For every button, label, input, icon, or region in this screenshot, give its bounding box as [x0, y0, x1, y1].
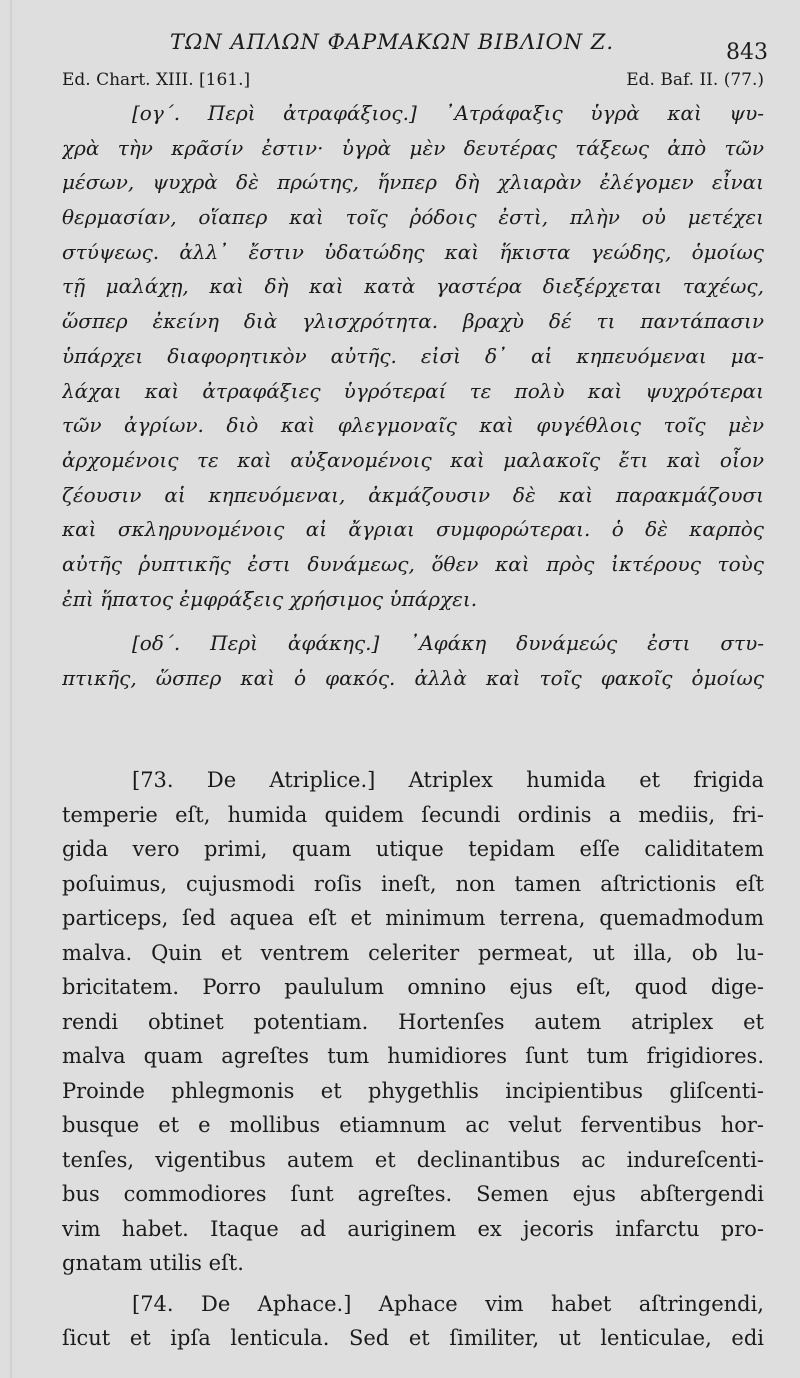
latin-line: malva quam agreſtes tum humidiores ſunt tum frigidiores.: [62, 1044, 764, 1068]
greek-line: τῶν ἀγρίων. διὸ καὶ φλεγμοναῖς καὶ φυγέθλοις τοῖς μὲν: [62, 413, 764, 438]
latin-line: Proinde phlegmonis et phygethlis incipientibus gliſcenti-: [62, 1078, 764, 1103]
running-title: ΤΩΝ ΑΠΛΩΝ ΦΑΡΜΑΚΩΝ ΒΙΒΛΙΟΝ Ζ.: [170, 30, 615, 54]
greek-line: θερμασίαν, οἵαπερ καὶ τοῖς ῥόδοις ἐστὶ, πλὴν οὐ μετέχει: [62, 205, 764, 230]
latin-line: busque et e mollibus etiamnum ac velut ferventibus hor-: [62, 1113, 764, 1137]
latin-line: bricitatem. Porro paululum omnino ejus eſt, quod dige-: [62, 975, 764, 999]
greek-line: στύψεως. ἀλλ᾽ ἔστιν ὑδατώδης καὶ ἥκιστα γεώδης, ὁμοίως: [62, 239, 764, 264]
greek-line: ἀρχομένοις τε καὶ αὐξανομένοις καὶ μαλακοῖς ἔτι καὶ οἷον: [62, 447, 764, 472]
greek-line: λάχαι καὶ ἀτραφάξιες ὑγρότεραί τε πολὺ καὶ ψυχρότεραι: [62, 378, 764, 403]
greek-line: [οδ΄. Περὶ ἀφάκης.] ᾽Αφάκη δυνάμεώς ἐστι στυ-: [132, 631, 764, 656]
greek-line: ὥσπερ ἐκείνη διὰ γλισχρότητα. βραχὺ δέ τι παντάπασιν: [62, 309, 764, 334]
greek-line: μέσων, ψυχρὰ δὲ πρώτης, ἥνπερ δὴ χλιαρὰν ἐλέγομεν εἶναι: [62, 170, 764, 195]
latin-line: particeps, ſed aquea eſt et minimum terrena, quemadmodum: [62, 906, 764, 930]
latin-line: rendi obtinet potentiam. Hortenſes autem atriplex et: [62, 1009, 764, 1034]
latin-line: gnatam utilis eſt.: [62, 1251, 244, 1275]
greek-line: πτικῆς, ὥσπερ καὶ ὁ φακός. ἀλλὰ καὶ τοῖς φακοῖς ὁμοίως: [62, 666, 764, 690]
edition-reference-line: [0, 70, 800, 98]
greek-line: ὑπάρχει διαφορητικὸν αὐτῆς. εἰσὶ δ᾽ αἱ κηπευόμεναι μα-: [62, 343, 764, 368]
page-number: 843: [726, 40, 768, 65]
greek-line: ζέουσιν αἱ κηπευόμεναι, ἀκμάζουσιν δὲ καὶ παρακμάζουσι: [62, 482, 764, 507]
latin-line: malva. Quin et ventrem celeriter permeat, ut illa, ob lu-: [62, 940, 764, 965]
greek-line: χρὰ τὴν κρᾶσίν ἐστιν· ὑγρὰ μὲν δευτέρας τάξεως ἀπὸ τῶν: [62, 135, 764, 160]
latin-line: gida vero primi, quam utique tepidam eſſe caliditatem: [62, 837, 764, 861]
latin-line: [73. De Atriplice.] Atriplex humida et frigida: [132, 768, 764, 792]
latin-line: poſuimus, cujusmodi roſis ineſt, non tamen aſtrictionis eſt: [62, 871, 764, 896]
latin-line: vim habet. Itaque ad auriginem ex jecoris infarctu pro-: [62, 1216, 764, 1241]
latin-text-block: [62, 763, 764, 1356]
greek-line: αὐτῆς ῥυπτικῆς ἐστι δυνάμεως, ὅθεν καὶ πρὸς ἰκτέρους τοὺς: [62, 551, 764, 576]
latin-line: [74. De Aphace.] Aphace vim habet aſtringendi,: [132, 1291, 764, 1316]
latin-line: bus commodiores ſunt agreſtes. Semen ejus abſtergendi: [62, 1182, 764, 1206]
page-fold-shadow: [10, 0, 12, 1378]
greek-text-block: [62, 96, 764, 696]
greek-line: ἐπὶ ἥπατος ἐμφράξεις χρήσιμος ὑπάρχει.: [62, 586, 478, 611]
latin-line: ſicut et ipſa lenticula. Sed et ſimiliter, ut lenticulae, edi: [62, 1326, 764, 1350]
running-head: [0, 22, 800, 65]
edition-basel-reference: Ed. Baf. II. (77.): [626, 70, 764, 90]
latin-line: tenſes, vigentibus autem et declinantibus ac indureſcenti-: [62, 1147, 764, 1172]
greek-line: καὶ σκληρυνομένοις αἱ ἄγριαι συμφορώτεραι. ὁ δὲ καρπὸς: [62, 517, 764, 542]
greek-line: τῇ μαλάχῃ, καὶ δὴ καὶ κατὰ γαστέρα διεξέρχεται ταχέως,: [62, 274, 764, 299]
edition-chartier-reference: Ed. Chart. XIII. [161.]: [62, 70, 251, 90]
latin-line: temperie eſt, humida quidem ſecundi ordinis a mediis, fri-: [62, 802, 764, 827]
greek-line: [ογ΄. Περὶ ἀτραφάξιος.] ᾽Ατράφαξις ὑγρὰ καὶ ψυ-: [132, 101, 764, 125]
